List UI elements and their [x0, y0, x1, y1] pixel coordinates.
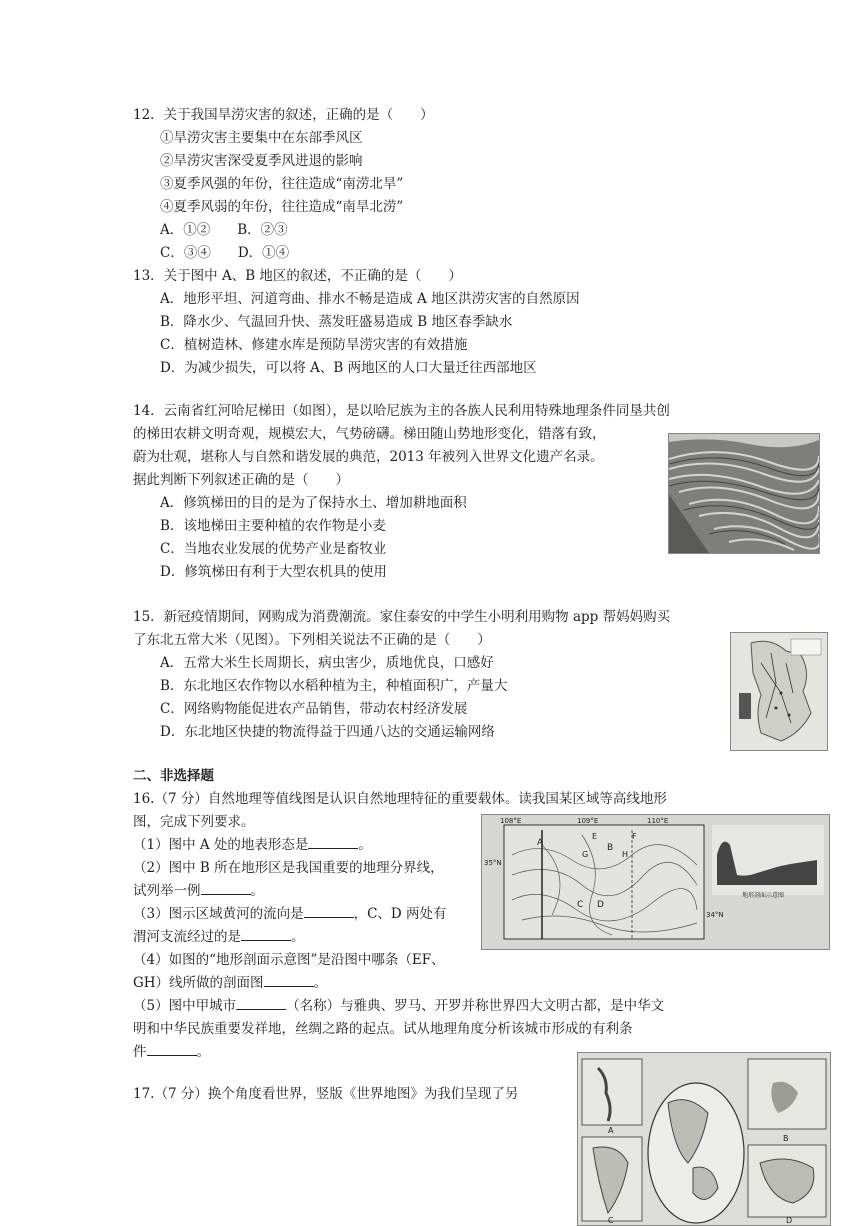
q16-part-4: （4）如图的“地形剖面示意图”是沿图中哪条（EF、	[133, 952, 445, 968]
map-label-d: D	[597, 900, 604, 910]
section-heading: 二、非选择题	[133, 768, 214, 784]
q17-label-d: D	[786, 1216, 793, 1225]
answer-blank[interactable]	[201, 881, 251, 895]
q13-option-b: B．降水少、气温回升快、蒸发旺盛易造成 B 地区春季缺水	[160, 314, 513, 330]
q14-line-1: 14．云南省红河哈尼梯田（如图），是以哈尼族为主的各族人民利用特殊地理条件同垦共创	[133, 403, 670, 419]
contour-map	[481, 814, 830, 950]
q12-statement-2: ②旱涝灾害深受夏季风进退的影响	[160, 153, 363, 169]
lat-label-2: 34°N	[706, 911, 724, 919]
q12-stem: 12．关于我国旱涝灾害的叙述，正确的是（ ）	[133, 107, 434, 123]
q14-line-2: 的梯田农耕文明奇观，规模宏大，气势磅礴。梯田随山势地形变化，错落有致，	[133, 426, 606, 442]
lon-label-3: 110°E	[647, 817, 669, 825]
q15-line-1: 15．新冠疫情期间，网购成为消费潮流。家住泰安的中学生小明利用购物 app 帮妈妈购买	[133, 609, 671, 625]
q14-option-b: B．该地梯田主要种植的农作物是小麦	[160, 518, 386, 534]
q15-option-b: B．东北地区农作物以水稻种植为主，种植面积广，产量大	[160, 678, 508, 694]
answer-blank[interactable]	[304, 904, 354, 918]
q14-option-c: C．当地农业发展的优势产业是畜牧业	[160, 541, 387, 557]
q15-line-2: 了东北五常大米（见图）。下列相关说法不正确的是（ ）	[133, 632, 491, 648]
q16-part-4-cont: GH）线所做的剖面图 。	[133, 975, 328, 991]
q14-option-a: A．修筑梯田的目的是为了保持水土、增加耕地面积	[160, 495, 467, 511]
q13-option-c: C．植树造林、修建水库是预防旱涝灾害的有效措施	[160, 337, 468, 353]
answer-blank[interactable]	[264, 973, 314, 987]
map-label-c: C	[577, 900, 584, 910]
q17-label-b: B	[783, 1134, 789, 1143]
q16-part-2-cont: 试列举一例 。	[133, 883, 264, 899]
terrace-photo	[668, 433, 820, 554]
q12-statement-3: ③夏季风强的年份，往往造成“南涝北旱”	[160, 176, 404, 192]
map-label-e: E	[592, 832, 598, 841]
q12-statement-1: ①旱涝灾害主要集中在东部季风区	[160, 130, 363, 146]
q16-part-1: （1）图中 A 处的地表形态是 。	[133, 837, 372, 853]
q12-options-ab: A．①② B．②③	[160, 222, 288, 238]
answer-blank[interactable]	[308, 835, 358, 849]
q16-part-5-line-3: 件 。	[133, 1044, 210, 1060]
q16-part-3-cont: 渭河支流经过的是 。	[133, 929, 305, 945]
profile-inset	[712, 825, 824, 899]
world-map-composite	[577, 1052, 831, 1226]
q16-part-5: （5）图中甲城市 （名称）与雅典、罗马、开罗并称世界四大文明古都，是中华文	[133, 998, 665, 1014]
q13-option-d: D．为减少损失，可以将 A、B 两地区的人口大量迁往西部地区	[160, 360, 537, 376]
q13-option-a: A．地形平坦、河道弯曲、排水不畅是造成 A 地区洪涝灾害的自然原因	[160, 291, 580, 307]
q16-line-2: 图，完成下列要求。	[133, 814, 255, 830]
answer-blank[interactable]	[241, 927, 291, 941]
q14-option-d: D．修筑梯田有利于大型农机具的使用	[160, 564, 387, 580]
map-label-b: B	[607, 843, 614, 853]
lat-label-1: 35°N	[484, 859, 502, 867]
answer-blank[interactable]	[236, 996, 286, 1010]
map-label-g: G	[582, 850, 589, 859]
q14-line-4: 据此判断下列叙述正确的是（ ）	[133, 472, 349, 488]
map-label-f: F	[632, 832, 637, 841]
q16-part-3: （3）图示区域黄河的流向是 ，C、D 两处有	[133, 906, 447, 922]
northeast-china-map	[730, 632, 828, 751]
q16-part-5-line-2: 明和中华民族重要发祥地，丝绸之路的起点。试从地理角度分析该城市形成的有利条	[133, 1021, 633, 1037]
lon-label-2: 109°E	[577, 817, 599, 825]
q15-option-c: C．网络购物能促进农产品销售，带动农村经济发展	[160, 701, 468, 717]
q12-statement-4: ④夏季风弱的年份，往往造成“南旱北涝”	[160, 199, 404, 215]
q17-label-a: A	[608, 1126, 614, 1135]
q17-label-c: C	[608, 1216, 614, 1225]
q15-option-a: A．五常大米生长周期长，病虫害少，质地优良，口感好	[160, 655, 494, 671]
map-label-a: A	[537, 838, 544, 848]
lon-label-1: 108°E	[500, 817, 522, 825]
q16-part-2: （2）图中 B 所在地形区是我国重要的地理分界线，	[133, 860, 444, 876]
profile-caption: 地形剖面示意图	[742, 892, 785, 899]
q13-stem: 13．关于图中 A、B 地区的叙述，不正确的是（ ）	[133, 268, 462, 284]
q15-option-d: D．东北地区快捷的物流得益于四通八达的交通运输网络	[160, 724, 495, 740]
q12-options-cd: C．③④ D．①④	[160, 245, 290, 261]
q14-line-3: 蔚为壮观，堪称人与自然和谐发展的典范，2013 年被列入世界文化遗产名录。	[133, 449, 604, 465]
answer-blank[interactable]	[147, 1042, 197, 1056]
q16-line-1: 16.（7 分）自然地理等值线图是认识自然地理特征的重要载体。读我国某区域等高线地形	[133, 791, 667, 807]
map-label-h: H	[622, 850, 629, 859]
q17-line-1: 17.（7 分）换个角度看世界，竖版《世界地图》为我们呈现了另	[133, 1086, 519, 1102]
